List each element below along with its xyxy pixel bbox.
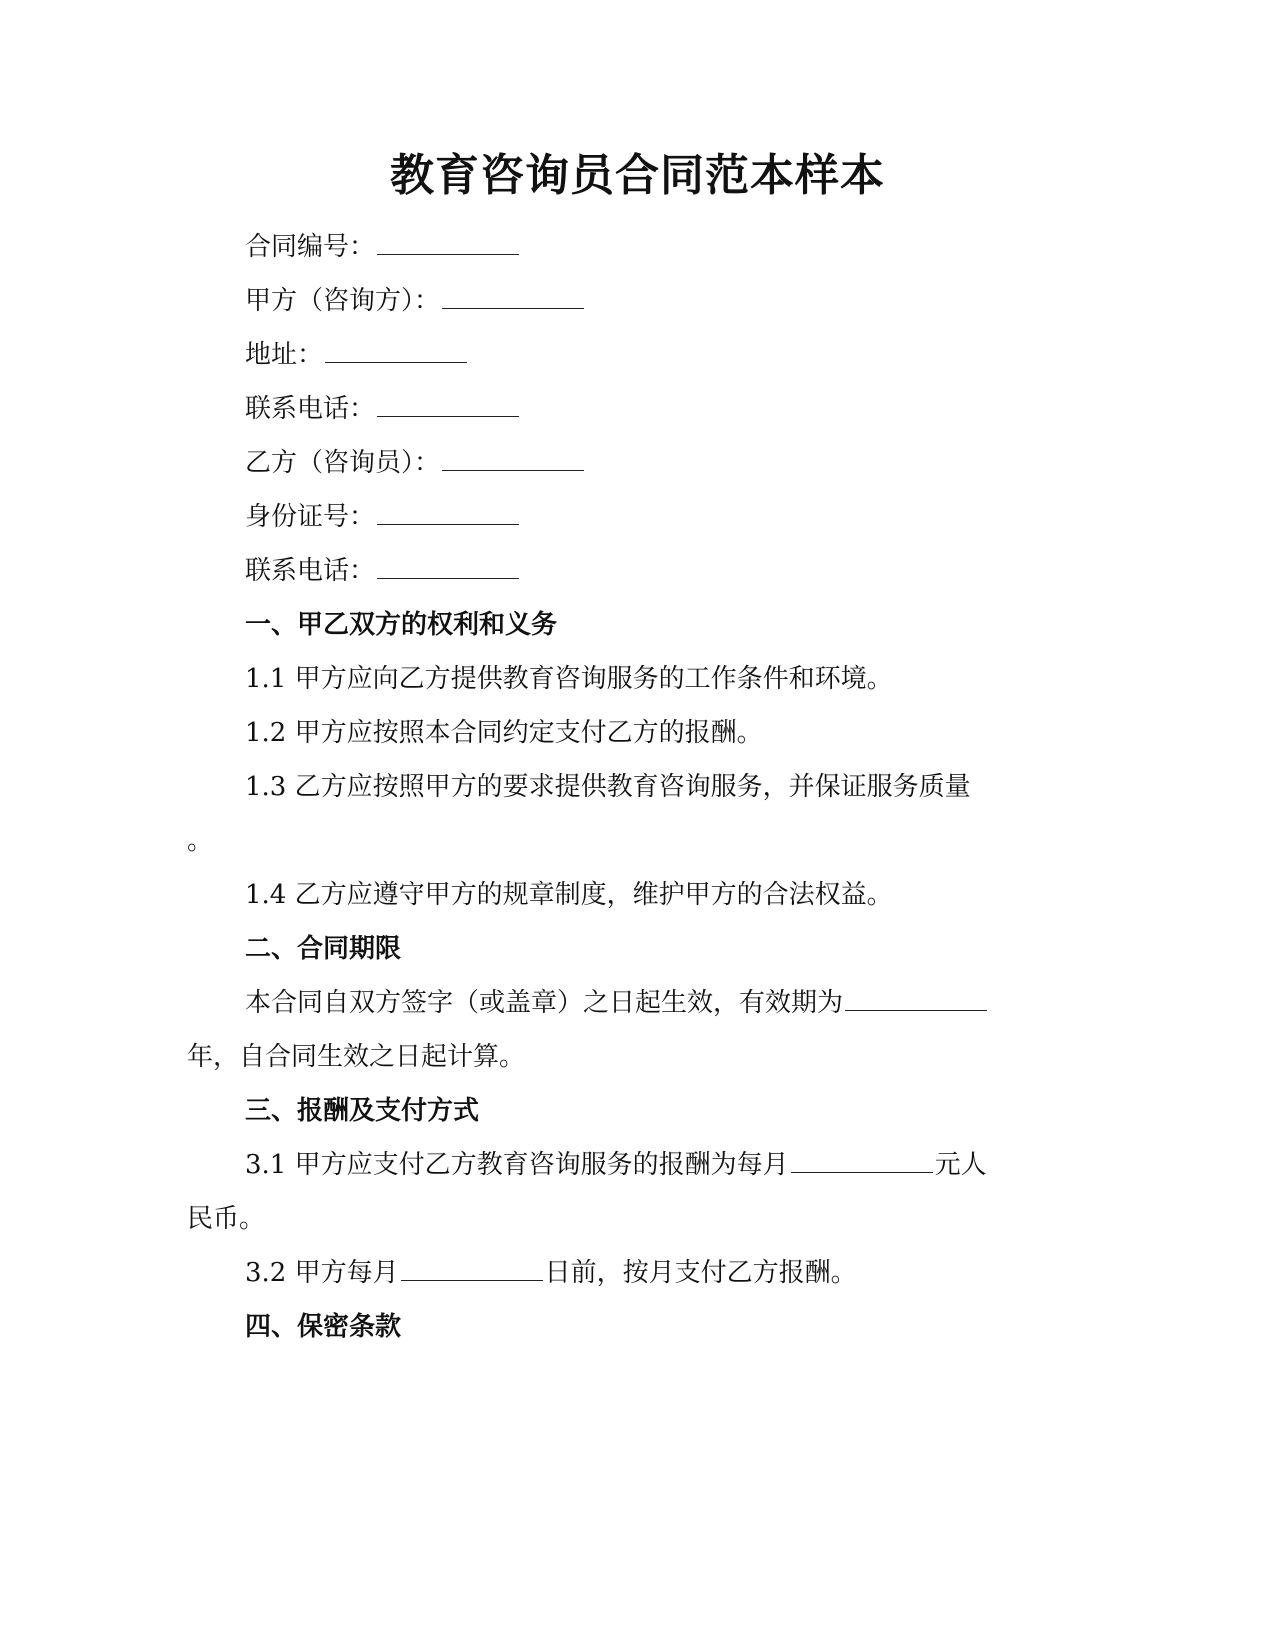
- field-party-a: [245, 284, 1067, 318]
- blank-line[interactable]: [377, 500, 519, 525]
- field-address: [245, 338, 1067, 372]
- field-phone-b: [245, 554, 1067, 588]
- field-phone-a: [245, 392, 1067, 426]
- section-heading-4: 四、保密条款: [245, 1312, 402, 1342]
- field-label: 合同编号：: [245, 232, 376, 262]
- blank-line[interactable]: [377, 230, 519, 255]
- blank-line[interactable]: [377, 554, 519, 579]
- field-party-b: [245, 446, 1067, 480]
- blank-line[interactable]: [442, 446, 584, 471]
- field-contract-number: [245, 230, 1067, 264]
- field-label: 甲方（咨询方）：: [245, 286, 441, 316]
- section-heading-2: 二、合同期限: [245, 934, 402, 964]
- field-label: 身份证号：: [245, 502, 376, 532]
- blank-line[interactable]: [401, 1256, 543, 1281]
- blank-line[interactable]: [377, 392, 519, 417]
- clause-3-1-continuation: 民币。: [187, 1204, 266, 1234]
- field-label: 联系电话：: [245, 394, 376, 424]
- clause-1-3: 1.3 乙方应按照甲方的要求提供教育咨询服务，并保证服务质量: [245, 772, 971, 802]
- blank-line[interactable]: [442, 284, 584, 309]
- clause-text: 3.2 甲方每月: [245, 1258, 399, 1288]
- clause-text: 元人: [934, 1150, 987, 1180]
- clause-3-2: [245, 1256, 1067, 1290]
- clause-1-4: 1.4 乙方应遵守甲方的规章制度，维护甲方的合法权益。: [245, 880, 893, 910]
- field-id-number: [245, 500, 1067, 534]
- term-paragraph-line2: 年，自合同生效之日起计算。: [187, 1042, 526, 1072]
- clause-1-1: 1.1 甲方应向乙方提供教育咨询服务的工作条件和环境。: [245, 664, 893, 694]
- section-heading-3: 三、报酬及支付方式: [245, 1096, 480, 1126]
- field-label: 联系电话：: [245, 556, 376, 586]
- section-heading-1: 一、甲乙双方的权利和义务: [245, 610, 558, 640]
- field-label: 乙方（咨询员）：: [245, 448, 441, 478]
- clause-text: 日前，按月支付乙方报酬。: [544, 1258, 857, 1288]
- clause-1-2: 1.2 甲方应按照本合同约定支付乙方的报酬。: [245, 718, 763, 748]
- field-label: 地址：: [245, 340, 324, 370]
- clause-3-1: [245, 1148, 1067, 1182]
- blank-line[interactable]: [845, 986, 987, 1011]
- clause-1-3-continuation: 。: [187, 826, 214, 856]
- term-text: 本合同自双方签字（或盖章）之日起生效，有效期为: [245, 988, 844, 1018]
- clause-text: 3.1 甲方应支付乙方教育咨询服务的报酬为每月: [245, 1150, 789, 1180]
- blank-line[interactable]: [325, 338, 467, 363]
- document-title: 教育咨询员合同范本样本: [390, 150, 885, 201]
- blank-line[interactable]: [791, 1148, 933, 1173]
- term-paragraph-line1: [245, 986, 1067, 1020]
